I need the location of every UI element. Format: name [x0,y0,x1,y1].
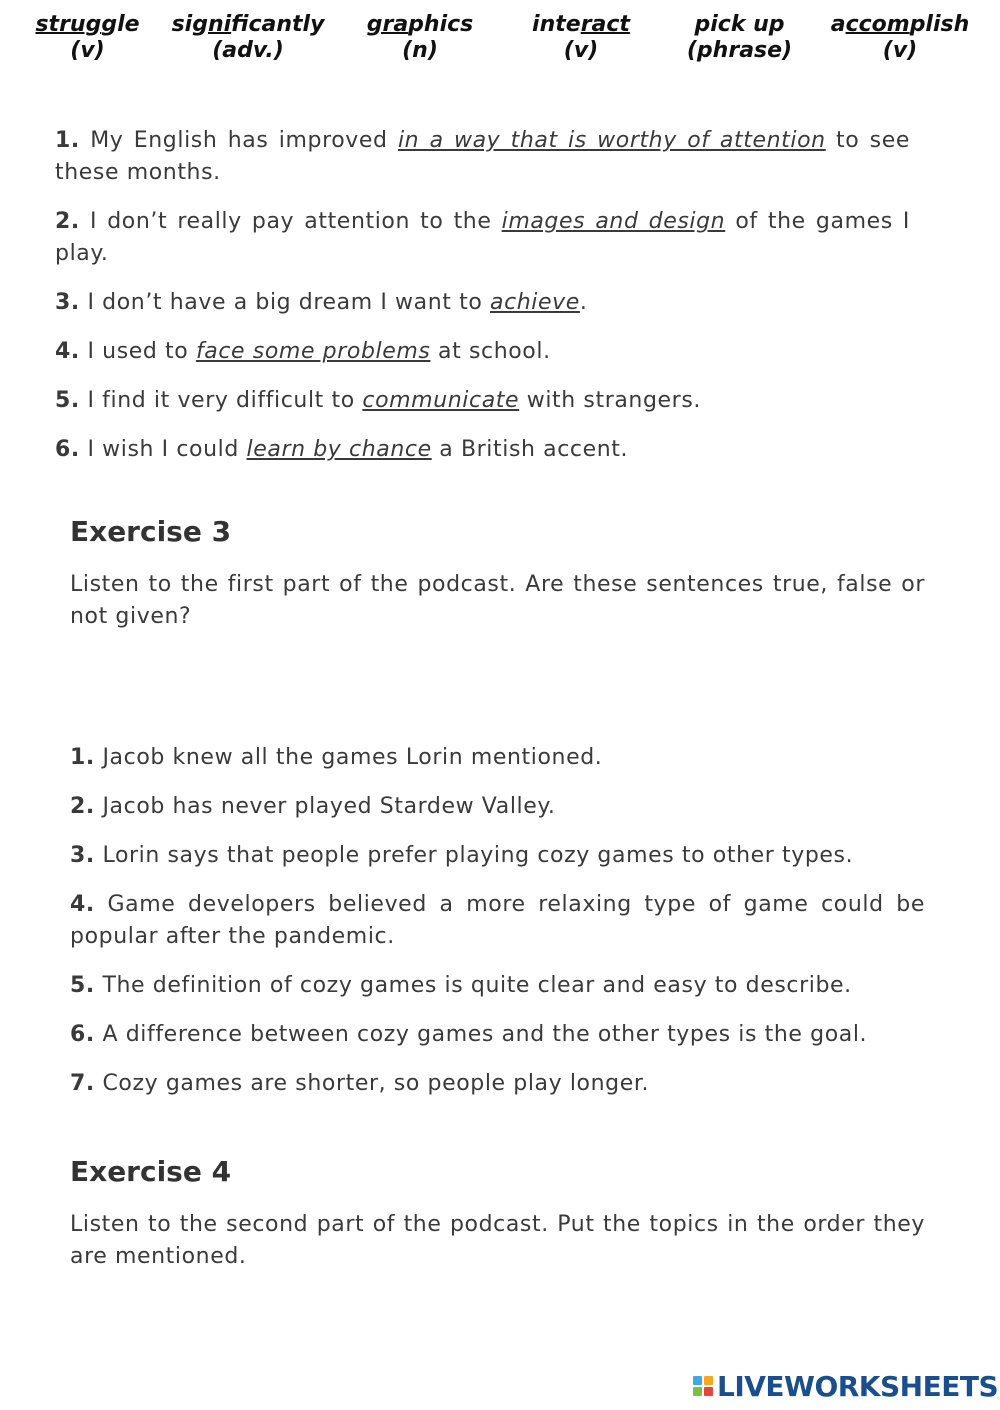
vocab-item [525,12,637,64]
statement: 2. Jacob has never played Stardew Valley. [70,794,556,819]
vocab-item [168,12,328,64]
vocab-part-of-speech: (v) [563,38,599,63]
sentence: 2. I don’t really pay attention to the images and design of the games I play. [55,209,911,266]
statement: 7. Cozy games are shorter, so people play longer. [70,1071,650,1096]
logo-mark-icon [693,1376,713,1396]
underlined-phrase: images and design [501,209,726,234]
vocab-item [30,12,145,64]
underlined-phrase: learn by chance [246,437,432,462]
statement: 1. Jacob knew all the games Lorin mentioned. [70,745,603,770]
vocab-item [360,12,480,64]
exercise-4 [70,1155,925,1273]
sentence: 4. I used to face some problems at school. [55,339,551,364]
liveworksheets-logo [693,1370,998,1402]
sentence: 5. I find it very difficult to communicate with strangers. [55,388,701,413]
exercise-instruction: Listen to the second part of the podcast. Put the topics in the order they are mentioned. [70,1212,925,1269]
statement: 5. The definition of cozy games is quite clear and easy to describe. [70,973,852,998]
vocab-word: interact [532,12,630,37]
underlined-phrase: achieve [489,290,580,315]
sentence: 3. I don’t have a big dream I want to achieve. [55,290,588,315]
sentence: 6. I wish I could learn by chance a British accent. [55,437,629,462]
vocab-part-of-speech: (v) [70,38,105,63]
logo-text: LIVEWORKSHEETS [717,1369,999,1403]
exercise-2-sentences [55,125,910,483]
vocab-part-of-speech: (phrase) [686,38,793,63]
vocab-item [826,12,974,64]
vocab-word: significantly [171,12,325,37]
vocab-word: accomplish [830,12,970,37]
statement: 3. Lorin says that people prefer playing cozy games to other types. [70,843,854,868]
vocab-part-of-speech: (v) [882,38,918,63]
vocab-part-of-speech: (adv.) [212,38,284,63]
underlined-phrase: face some problems [195,339,431,364]
underlined-phrase: communicate [362,388,520,413]
vocab-word: graphics [366,12,474,37]
exercise-3-statements [70,742,925,1117]
sentence: 1. My English has improved in a way that is worthy of attention to see these months. [55,128,911,185]
vocab-item [677,12,802,64]
statement: 4. Game developers believed a more relaxing type of game could be popular after the pandemic. [70,892,925,949]
underlined-phrase: in a way that is worthy of attention [397,128,826,153]
exercise-title: Exercise 3 [70,515,232,548]
exercise-title: Exercise 4 [70,1155,232,1188]
vocab-word: struggle [35,12,140,37]
vocabulary-row [0,12,1000,72]
exercise-3 [70,515,925,633]
exercise-instruction: Listen to the first part of the podcast. Are these sentences true, false or not given? [70,572,925,629]
vocab-part-of-speech: (n) [402,38,438,63]
statement: 6. A difference between cozy games and the other types is the goal. [70,1022,868,1047]
vocab-word: pick up [694,12,785,37]
